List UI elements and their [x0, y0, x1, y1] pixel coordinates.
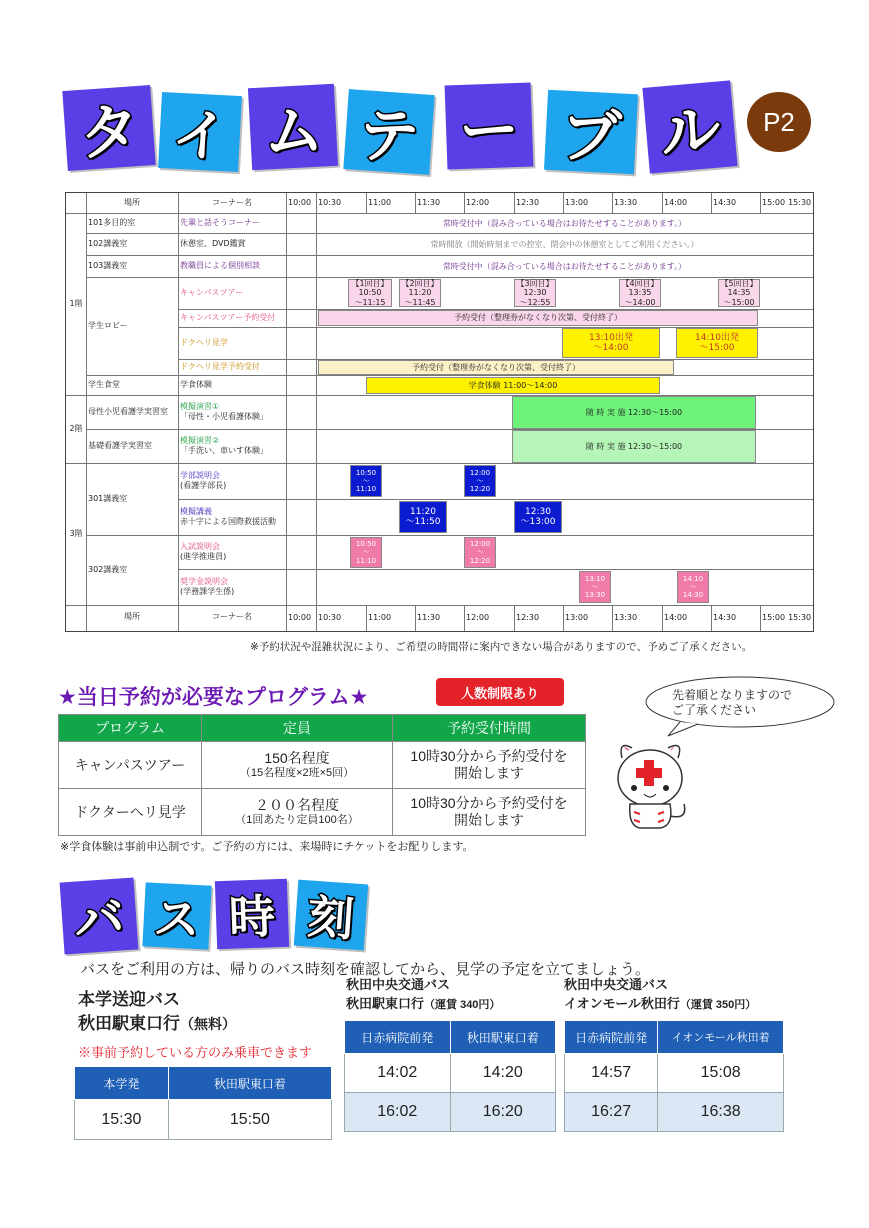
footer-place: 場所 — [124, 612, 140, 622]
floor-1: 1階 — [69, 299, 83, 309]
reserve-capacity: 150名程度 （15名程度×2班×5回） — [202, 742, 393, 789]
place-basic: 基礎看護学実習室 — [88, 441, 152, 451]
tour-slot-1: 【1回目】 10:50 ～11:15 — [348, 279, 392, 307]
bus2-row — [345, 1093, 556, 1132]
bus3-depart-time: 16:27 — [565, 1093, 658, 1132]
time-header-cell: 12:30 — [516, 613, 540, 623]
bar-consult: 常時受付中（混み合っている場合はお待たせすることがあります。） — [442, 261, 687, 271]
reserve-row — [59, 742, 586, 789]
bubble-text: 先着順となりますので ご了承ください — [672, 688, 793, 717]
heli-slot-2: 14:10出発 ～15:00 — [676, 328, 758, 358]
bus2-header-arrive: 秋田駅東口着 — [450, 1021, 556, 1054]
time-header-cell: 11:30 — [417, 198, 441, 208]
bus1-note: ※事前予約している方のみ乗車できます — [78, 1045, 313, 1060]
corner-heli-reserve: ドクヘリ見学予約受付 — [180, 362, 260, 372]
tour-slot-4: 【4回目】 13:35 ～14:00 — [619, 279, 661, 307]
sim1-bar: 随 時 実 施 12:30～15:00 — [512, 396, 756, 429]
title-tile-7: ル — [642, 80, 737, 173]
bus2-arrive-time: 14:20 — [450, 1054, 556, 1093]
reserve-header-time: 予約受付時間 — [393, 715, 586, 742]
limit-badge: 人数制限あり — [436, 678, 564, 706]
time-header-cell: 14:30 — [713, 613, 737, 623]
corner-heli: ドクヘリ見学 — [180, 338, 228, 348]
bus3-table — [564, 1020, 784, 1132]
reserve-header-program: プログラム — [59, 715, 202, 742]
corner-dept: 学部説明会 (看護学部長) — [180, 471, 227, 490]
page-badge: P2 — [747, 92, 811, 152]
title-tile-5: ー — [445, 83, 534, 170]
time-header-cell: 12:30 — [516, 198, 540, 208]
title-tile-2: イ — [158, 92, 242, 172]
place-302: 302講義室 — [88, 565, 128, 575]
time-header-cell — [760, 193, 813, 213]
reserve-program: ドクターへリ見学 — [59, 789, 202, 836]
title-tile-6: ブ — [544, 90, 638, 175]
title-tile-1: タ — [62, 85, 155, 171]
sim2-bar: 随 時 実 施 12:30～15:00 — [512, 430, 756, 463]
corner-sim1: 模擬演習① 「母性・小児看護体験」 — [180, 402, 268, 421]
corner-rest: 休憩室、DVD鑑賞 — [180, 239, 246, 249]
tour-slot-2: 【2回目】 11:20 ～11:45 — [399, 279, 441, 307]
reserve-header-cap: 定員 — [202, 715, 393, 742]
bar-rest: 常時開放（開始時刻までの控室、閉会中の休憩室としてご利用ください。） — [430, 239, 699, 249]
header-place: 場所 — [124, 198, 140, 208]
place-lobby: 学生ロビー — [88, 321, 128, 331]
corner-tour-reserve: キャンパスツアー予約受付 — [180, 313, 276, 323]
title-tile-4: テ — [343, 89, 434, 175]
timetable — [65, 192, 814, 632]
mascot-icon — [604, 734, 700, 834]
bus3-header-arrive: イオンモール秋田着 — [658, 1021, 784, 1054]
place-102: 102講義室 — [88, 239, 128, 249]
bus3-depart-time: 14:57 — [565, 1054, 658, 1093]
exam-slot-2: 12:00 ～ 12:20 — [464, 537, 496, 568]
bus3-row — [565, 1093, 784, 1132]
time-header-cell-label: 15:00 — [762, 198, 786, 208]
bus-tile-1: バ — [60, 878, 139, 955]
floor-3: 3階 — [69, 529, 83, 539]
bus1-title: 本学送迎バス 秋田駅東口行（無料） — [78, 990, 236, 1033]
bus1-table — [74, 1066, 332, 1140]
bus-intro: バスをご利用の方は、帰りのバス時刻を確認してから、見学の予定を立てましょう。 — [80, 961, 651, 978]
exam-slot-1: 10:50 ～ 11:10 — [350, 537, 382, 568]
corner-scholarship: 奨学金説明会 (学務課学生係) — [180, 577, 235, 596]
reserve-time: 10時30分から予約受付を 開始します — [393, 742, 586, 789]
time-header-cell: 13:30 — [614, 198, 638, 208]
bus3-arrive-time: 16:38 — [658, 1093, 784, 1132]
bus2-depart-time: 14:02 — [345, 1054, 451, 1093]
bus-tile-2: ス — [142, 882, 211, 949]
corner-senpai: 先輩と話そうコーナー — [180, 218, 260, 228]
tour-slot-5: 【5回目】 14:35 ～15:00 — [718, 279, 760, 307]
time-header-cell: 14:00 — [664, 198, 688, 208]
time-header-cell-label: 15:00 — [762, 613, 786, 623]
reserve-capacity: ２００名程度 （1回あたり定員100名） — [202, 789, 393, 836]
time-header-cell: 14:30 — [713, 198, 737, 208]
bus1-header-depart: 本学発 — [75, 1067, 169, 1100]
bus3-row — [565, 1054, 784, 1093]
time-header-cell: 11:00 — [368, 613, 392, 623]
scholarship-slot-2: 14:10 ～ 14:30 — [677, 571, 709, 603]
lecture-slot-2: 12:30 ～13:00 — [514, 501, 562, 533]
time-header-cell: 11:30 — [417, 613, 441, 623]
time-header-cell: 13:30 — [614, 613, 638, 623]
cafe-bar: 学食体験 11:00～14:00 — [366, 377, 660, 394]
place-301: 301講義室 — [88, 494, 128, 504]
time-header-cell: 10:30 — [318, 198, 342, 208]
corner-tour: キャンパスツアー — [180, 288, 244, 298]
bus-tile-3: 時 — [215, 879, 289, 949]
time-header-last: 15:30 — [788, 198, 812, 208]
timetable-note: ※予約状況や混雑状況により、ご希望の時間帯に案内できない場合がありますので、予めご了承ください。 — [250, 641, 753, 653]
time-header-cell — [760, 605, 813, 631]
time-header-last: 15:30 — [788, 613, 812, 623]
bus1-arrive-time: 15:50 — [168, 1100, 331, 1140]
bar-senpai: 常時受付中（混み合っている場合はお待たせすることがあります。） — [442, 218, 687, 228]
reserve-title: ★当日予約が必要なプログラム★ — [58, 685, 369, 709]
time-header-cell: 10:30 — [318, 613, 342, 623]
bus3-arrive-time: 15:08 — [658, 1054, 784, 1093]
time-header-cell: 10:00 — [288, 198, 312, 208]
bus2-title: 秋田中央交通バス 秋田駅東口行（運賃 340円） — [346, 977, 501, 1011]
reserve-table — [58, 714, 586, 836]
header-corner: コーナー名 — [212, 198, 252, 208]
dept-slot-1: 10:50 ～ 11:10 — [350, 465, 382, 497]
bus2-depart-time: 16:02 — [345, 1093, 451, 1132]
bus1-row — [75, 1100, 332, 1140]
bus-tile-4: 刻 — [294, 880, 368, 951]
time-header-cell: 13:00 — [565, 198, 589, 208]
floor-2: 2階 — [69, 424, 83, 434]
heli-reserve-bar: 予約受付（整理券がなくなり次第、受付終了） — [318, 360, 674, 375]
scholarship-slot-1: 13:10 ～ 13:30 — [579, 571, 611, 603]
corner-sim2: 模擬演習② 「手洗い、車いす体験」 — [180, 436, 268, 455]
lecture-slot-1: 11:20 ～11:50 — [399, 501, 447, 533]
reserve-note: ※学食体験は事前申込制です。ご予約の方には、来場時にチケットをお配りします。 — [60, 840, 474, 853]
time-header-cell: 11:00 — [368, 198, 392, 208]
time-header-cell: 10:00 — [288, 613, 312, 623]
place-101: 101多目的室 — [88, 218, 136, 228]
bus3-header-depart: 日赤病院前発 — [565, 1021, 658, 1054]
bus2-table — [344, 1020, 556, 1132]
corner-lecture: 模擬講義 赤十字による国際救援活動 — [180, 507, 276, 526]
bus2-header-depart: 日赤病院前発 — [345, 1021, 451, 1054]
place-cafeteria: 学生食堂 — [88, 380, 120, 390]
place-ward: 母性小児看護学実習室 — [88, 407, 168, 417]
time-header-cell: 12:00 — [466, 613, 490, 623]
bus3-title: 秋田中央交通バス イオンモール秋田行（運賃 350円） — [564, 977, 757, 1011]
time-header-cell: 13:00 — [565, 613, 589, 623]
corner-cafe: 学食体験 — [180, 380, 212, 390]
title-tile-3: ム — [248, 84, 338, 170]
bus2-arrive-time: 16:20 — [450, 1093, 556, 1132]
time-header-cell: 14:00 — [664, 613, 688, 623]
bus1-header-arrive: 秋田駅東口着 — [168, 1067, 331, 1100]
corner-consult: 教職員による個別相談 — [180, 261, 260, 271]
bus1-depart-time: 15:30 — [75, 1100, 169, 1140]
reserve-time: 10時30分から予約受付を 開始します — [393, 789, 586, 836]
reserve-program: キャンパスツアー — [59, 742, 202, 789]
tour-reserve-bar: 予約受付（整理券がなくなり次第、受付終了） — [318, 310, 758, 326]
heli-slot-1: 13:10出発 ～14:00 — [562, 328, 660, 358]
reserve-row — [59, 789, 586, 836]
bus2-row — [345, 1054, 556, 1093]
corner-exam: 入試説明会 (進学推進員) — [180, 542, 227, 561]
dept-slot-2: 12:00 ～ 12:20 — [464, 465, 496, 497]
tour-slot-3: 【3回目】 12:30 ～12:55 — [514, 279, 556, 307]
place-103: 103講義室 — [88, 261, 128, 271]
footer-corner: コーナー名 — [212, 612, 252, 622]
time-header-cell: 12:00 — [466, 198, 490, 208]
